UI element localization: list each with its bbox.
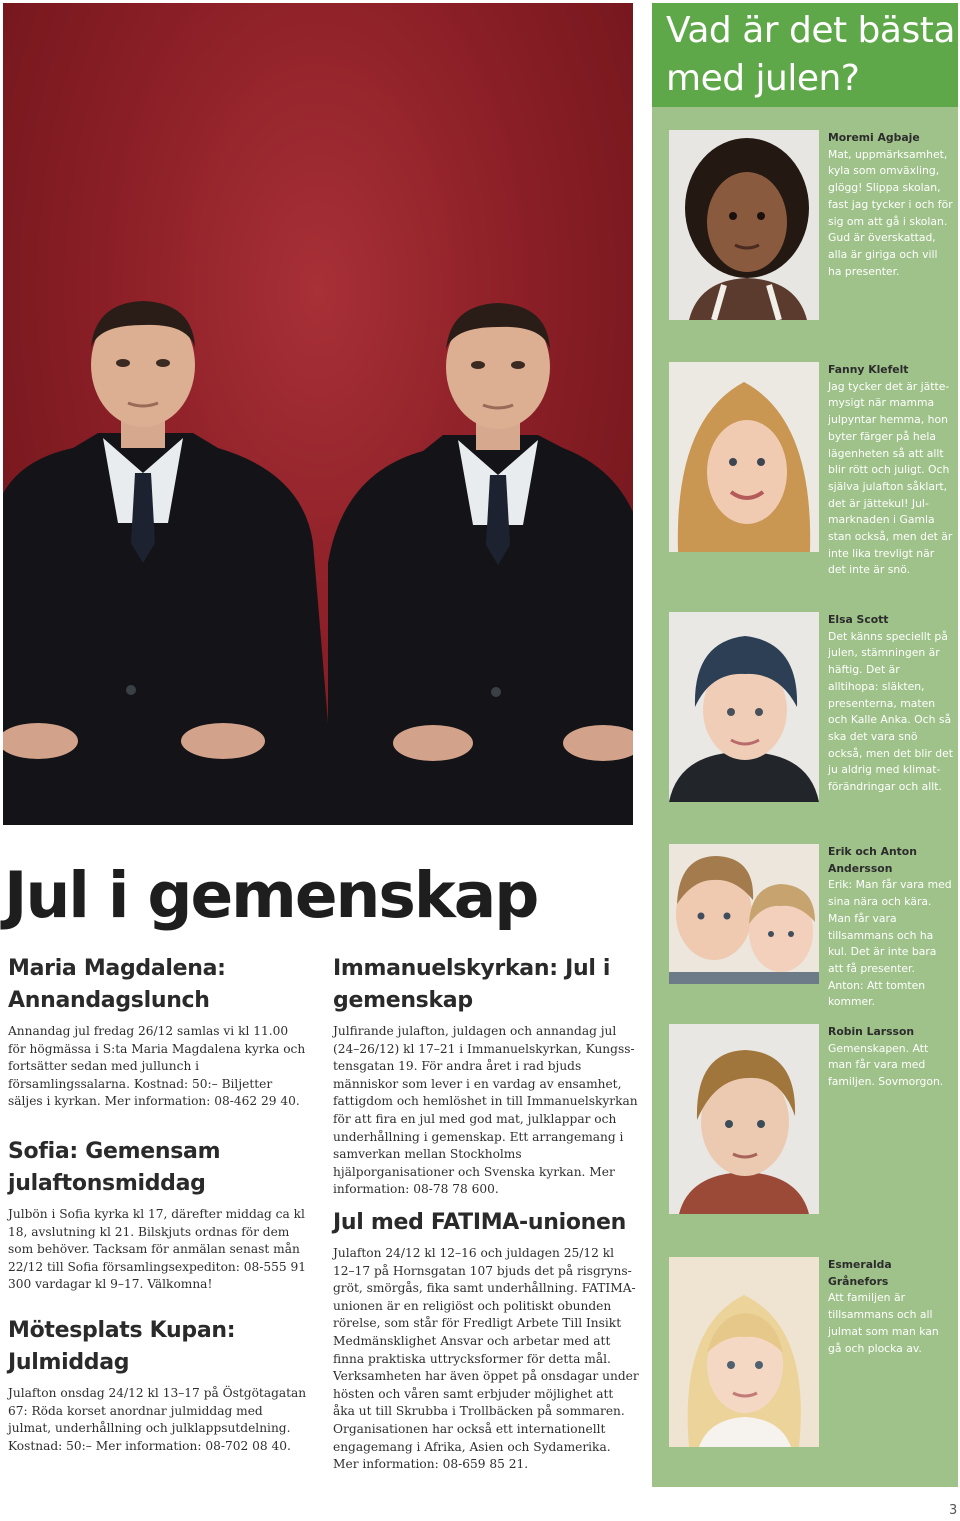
article-body: Julfirande julafton, juldagen och annandag jul (24–26/12) kl 17–21 i Immanuelskyrkan, Kungsstensgatan 19. För andra året i rad bjuds människor som lever i en vardag av ensamhet, fattigdom och hemlöshet in till Immanuelskyrkan för att fira en jul med god mat, julklappar och underhållning i gemenskap. Ett arrangemang i samverkan mellan Stockholms hjälporganisationer och Svenska kyrkan. Mer information: 08-78 78 600.	[333, 1024, 638, 1197]
man-left	[3, 301, 328, 825]
portrait-photo	[669, 612, 819, 802]
article-maria-magdalena	[8, 953, 308, 1111]
hero-photo-two-men-in-suits	[3, 3, 633, 825]
portrait-photo	[669, 1024, 819, 1214]
interview-text	[828, 1257, 953, 1357]
interview-text	[828, 1024, 953, 1091]
hero-illustration	[3, 3, 633, 825]
interviewee-name: Erik och Anton Andersson	[828, 845, 917, 875]
article-heading: Immanuelskyrkan: Jul i gemenskap	[333, 956, 611, 1013]
interview-text	[828, 362, 953, 579]
interview-quote: Jag tycker det är jättemysigt när mamma julpyntar hemma, hon byter färger på hela lägenheten så att allt blir rött och juligt. Och själva julafton såklart, det är jättekul! Julmarknaden i Gamla stan också, men det är inte lika trevligt när det inte är snö.	[828, 379, 953, 577]
interview-text	[828, 130, 953, 280]
article-sofia	[8, 1136, 308, 1294]
article-motesplats-kupan	[8, 1315, 308, 1455]
article-heading: Mötesplats Kupan: Julmiddag	[8, 1318, 236, 1375]
article-body: Julafton onsdag 24/12 kl 13–17 på Östgötagatan 67: Röda korset anordnar julmiddag med julmat, underhållning och julklappsutdelning. Kostnad: 50:– Mer information: 08-702 08 40.	[8, 1386, 307, 1453]
article-body: Annandag jul fredag 26/12 samlas vi kl 11.00 för högmässa i S:ta Maria Magdalena kyrka och fortsätter sedan med jullunch i församlingssalarna. Kostnad: 50:– Biljetter säljes i kyrkan. Mer information: 08-462 29 40.	[8, 1024, 306, 1109]
article-body: Julbön i Sofia kyrka kl 17, därefter middag ca kl 18, avslutning kl 21. Bilskjuts ordnas för dem som behöver. Tacksam för anmälan senast mån 22/12 till Sofia församlingsexpediton: 08-555 91 300 vardagar kl 9–17. Välkomna!	[8, 1207, 307, 1292]
interviewee-name: Esmeralda Grånefors	[828, 1258, 892, 1288]
interview-quote: Mat, uppmärksamhet, kyla som omväxling, glögg! Slippa skolan, fast jag tycker i och för sig om att gå i skolan. Gud är överskattad, alla är giriga och vill ha presenter.	[828, 147, 953, 278]
interviewee-name: Robin Larsson	[828, 1025, 915, 1038]
article-heading: Jul med FATIMA-unionen	[333, 1210, 626, 1235]
portrait-photo	[669, 1257, 819, 1447]
interview-quote: Gemenskapen. Att man får vara med familjen. Sovmorgon.	[828, 1041, 944, 1089]
interviewee-name: Elsa Scott	[828, 613, 889, 626]
portrait-photo	[669, 130, 819, 320]
sidebar-title: Vad är det bästa med julen?	[666, 10, 955, 99]
interview-text	[828, 844, 953, 1011]
man-right	[328, 303, 633, 825]
interview-quote: Att familjen är tillsammans och all julmat som man kan gå och plocka av.	[828, 1291, 939, 1355]
article-fatima-unionen	[333, 1207, 639, 1474]
article-heading: Maria Magdalena: Annandagslunch	[8, 956, 226, 1013]
portrait-photo	[669, 362, 819, 552]
article-heading: Sofia: Gemensam julaftonsmiddag	[8, 1139, 221, 1196]
sidebar-interviews	[652, 107, 958, 1487]
page-number: 3	[949, 1503, 958, 1518]
interviewee-name: Moremi Agbaje	[828, 131, 920, 144]
interview-text	[828, 612, 953, 796]
interviewee-name: Fanny Klefelt	[828, 363, 909, 376]
article-body: Julafton 24/12 kl 12–16 och juldagen 25/12 kl 12–17 på Hornsgatan 107 bjuds det på risgrynsgröt, smörgås, fika samt underhållning. FATIMA-unionen är en religiöst och politiskt obunden rörelse, som står för Fredligt Arbete Till Insikt Medmänsklighet Ansvar och arbetar med att finna praktiska uttrycksformer för detta mål. Verksamheten har även öppet på onsdagar under hösten och våren samt erbjuder möjlighet att åka ut till Skrubba i Trollbäcken på sommaren. Organisationen har också ett internationellt engagemang i Afrika, Asien och Sydamerika. Mer information: 08-659 85 21.	[333, 1246, 639, 1472]
interview-quote: Det känns speciellt på julen, stämningen är häftig. Det är alltihopa: släkten, presenterna, maten och Kalle Anka. Och så ska det vara snö också, men det blir det ju aldrig med klimatförändringar och allt.	[828, 629, 953, 794]
main-title: Jul i gemenskap	[4, 859, 538, 932]
interview-quote: Erik: Man får vara med sina nära och kära. Man får vara tillsammans och ha kul. Det är inte bara att få presenter. Anton: Att tomten kommer.	[828, 878, 952, 1009]
sidebar-header	[652, 3, 958, 107]
portrait-photo	[669, 844, 819, 984]
article-immanuelskyrkan	[333, 953, 639, 1199]
